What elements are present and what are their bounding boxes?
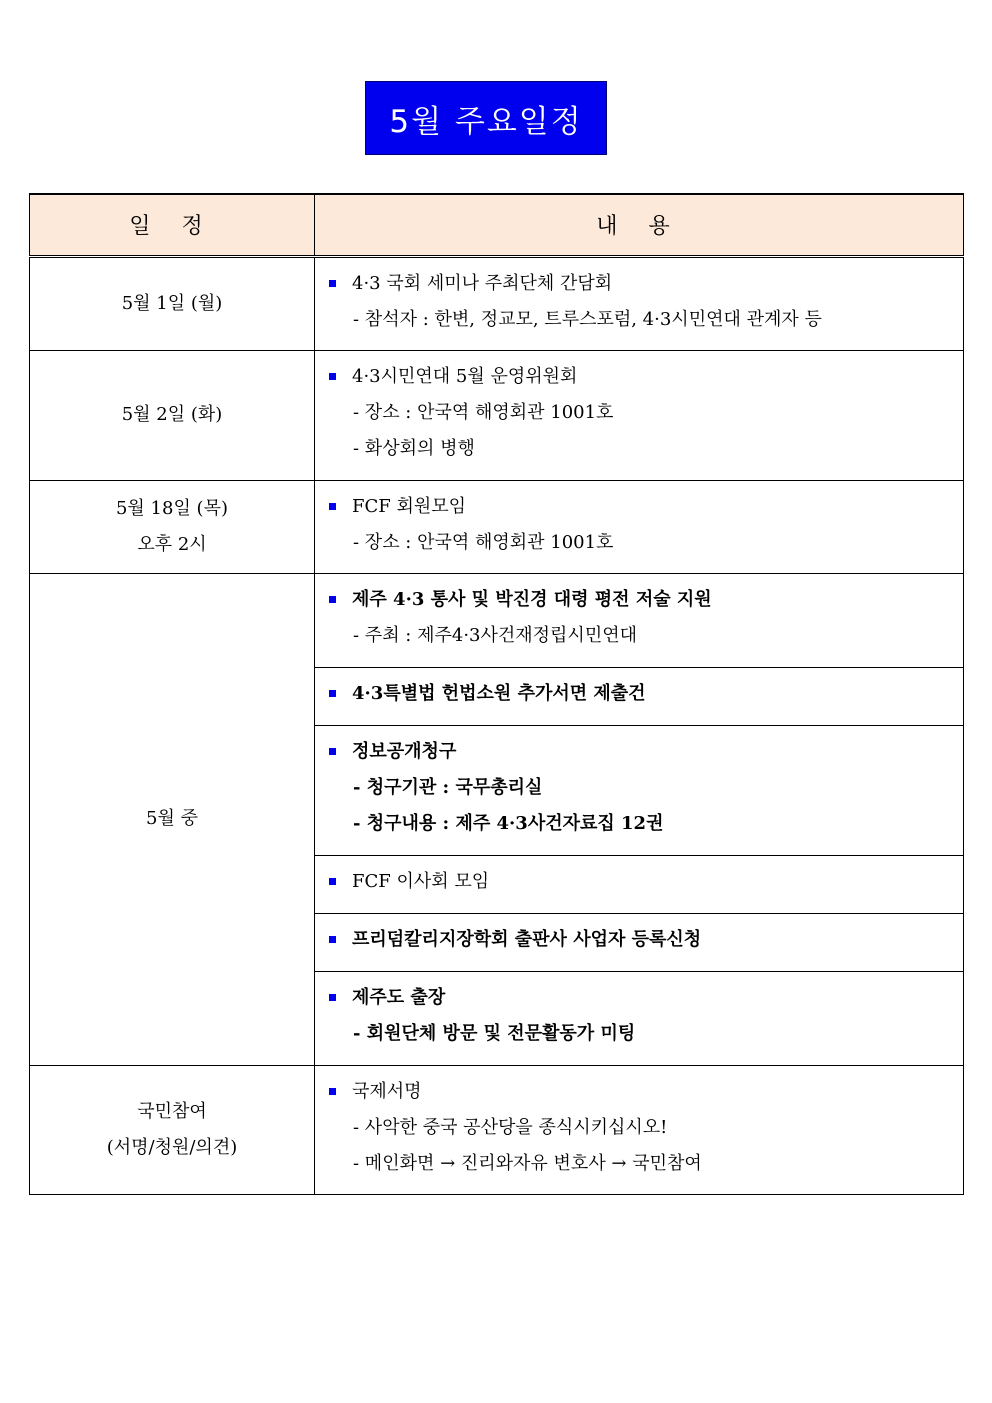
date-text: 5월 중 — [146, 808, 198, 829]
date-cell — [30, 256, 315, 350]
sub-item: - 회원단체 방문 및 전문활동가 미팅 — [353, 1022, 636, 1044]
sub-item: - 장소 : 안국역 해영회관 1001호 — [353, 531, 614, 553]
square-bullet-icon — [329, 878, 336, 885]
square-bullet-icon — [329, 994, 336, 1001]
date-text: 국민참여 — [137, 1100, 207, 1122]
schedule-table — [29, 193, 964, 1195]
square-bullet-icon — [329, 503, 336, 510]
sub-item: - 주최 : 제주4·3사건재정립시민연대 — [353, 624, 637, 646]
square-bullet-icon — [329, 596, 336, 603]
table-row — [30, 573, 964, 667]
page-title: 5월 주요일정 — [365, 81, 607, 155]
table-row — [30, 480, 964, 573]
content-cell — [315, 971, 964, 1065]
square-bullet-icon — [329, 373, 336, 380]
list-item: 4·3시민연대 5월 운영위원회 — [315, 359, 963, 395]
sub-item: - 청구내용 : 제주 4·3사건자료집 12권 — [353, 812, 664, 834]
date-text: 5월 1일 (월) — [121, 292, 223, 314]
content-cell — [315, 573, 964, 667]
square-bullet-icon — [329, 690, 336, 697]
content-cell — [315, 1065, 964, 1194]
date-text: 5월 2일 (화) — [121, 404, 223, 425]
content-cell — [315, 913, 964, 971]
list-item: 프리덤칼리지장학회 출판사 사업자 등록신청 — [315, 922, 963, 958]
date-text: 5월 18일 (목) — [115, 497, 228, 519]
date-cell — [30, 1065, 315, 1194]
list-item: 국제서명 — [315, 1074, 963, 1110]
date-cell — [30, 350, 315, 480]
table-header-row — [30, 194, 964, 256]
square-bullet-icon — [329, 936, 336, 943]
table-row — [30, 1065, 964, 1194]
content-cell — [315, 350, 964, 480]
header-content: 내 용 — [315, 194, 964, 256]
content-cell — [315, 667, 964, 725]
content-cell — [315, 480, 964, 573]
sub-item: - 메인화면 → 진리와자유 변호사 → 국민참여 — [353, 1152, 702, 1174]
list-item: 제주 4·3 통사 및 박진경 대령 평전 저술 지원 — [315, 582, 963, 618]
list-item: 4·3 국회 세미나 주최단체 간담회 — [315, 266, 963, 302]
square-bullet-icon — [329, 280, 336, 287]
list-item: 정보공개청구 — [315, 734, 963, 770]
list-item: 제주도 출장 — [315, 980, 963, 1016]
sub-item: - 사악한 중국 공산당을 종식시키십시오! — [353, 1116, 668, 1138]
sub-item: - 장소 : 안국역 해영회관 1001호 — [353, 401, 614, 423]
date-text: 오후 2시 — [137, 533, 207, 555]
square-bullet-icon — [329, 1088, 336, 1095]
sub-item: - 청구기관 : 국무총리실 — [353, 776, 543, 798]
content-cell — [315, 855, 964, 913]
list-item: FCF 회원모임 — [315, 489, 963, 525]
header-date: 일 정 — [30, 194, 315, 256]
date-cell — [30, 480, 315, 573]
table-row — [30, 350, 964, 480]
square-bullet-icon — [329, 748, 336, 755]
sub-item: - 참석자 : 한변, 정교모, 트루스포럼, 4·3시민연대 관계자 등 — [353, 308, 822, 330]
content-cell — [315, 725, 964, 855]
date-cell — [30, 573, 315, 1065]
list-item: 4·3특별법 헌법소원 추가서면 제출건 — [315, 676, 963, 712]
date-text: (서명/청원/의견) — [106, 1136, 238, 1158]
table-row — [30, 256, 964, 350]
content-cell — [315, 256, 964, 350]
list-item: FCF 이사회 모임 — [315, 864, 963, 900]
sub-item: - 화상회의 병행 — [353, 437, 475, 459]
